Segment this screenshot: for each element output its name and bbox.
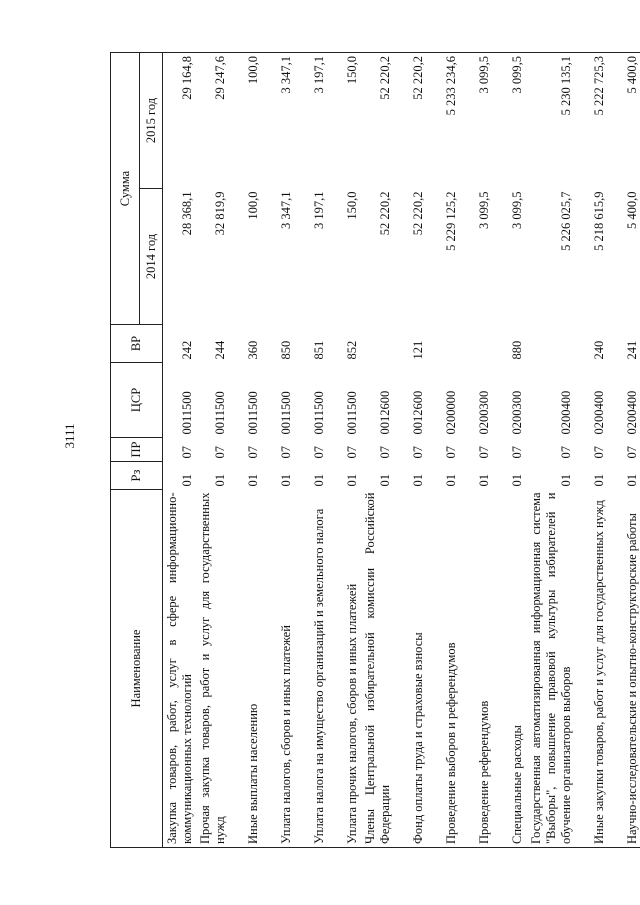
row-2015: 3 099,5: [493, 53, 526, 189]
row-csr: 0200000: [443, 390, 458, 435]
row-2014: 5 229 125,2: [443, 191, 458, 251]
row-csr: 0012600: [377, 390, 392, 435]
row-rz: 01: [443, 474, 458, 487]
row-vr: [427, 325, 460, 363]
row-2015: 3 347,1: [262, 53, 295, 189]
row-vr: 240: [591, 340, 606, 360]
header-pr: ПР: [111, 438, 163, 462]
row-rz: 01: [410, 474, 425, 487]
row-csr: 0011500: [278, 391, 293, 435]
row-2014: 3 099,5: [509, 191, 524, 229]
row-name: Закупка товаров, работ, услуг в сфере информационно-коммуникационных технологий: [163, 490, 196, 848]
row-pr: 07: [278, 446, 293, 459]
row-2015: 5 400,0: [608, 53, 640, 189]
row-rz: 01: [245, 474, 260, 487]
row-2014: 52 220,2: [377, 191, 392, 236]
row-csr: 0200300: [509, 390, 524, 435]
row-csr: 0200400: [624, 390, 639, 435]
row-2014: 5 226 025,7: [558, 191, 573, 251]
row-name: Специальные расходы: [493, 490, 526, 848]
row-vr: 241: [624, 340, 639, 360]
header-2015: 2015 год: [140, 53, 163, 189]
row-2014: 28 368,1: [179, 191, 194, 236]
row-2014: 3 099,5: [476, 191, 491, 229]
row-rz: 01: [278, 474, 293, 487]
row-csr: 0011500: [179, 391, 194, 435]
table-row: [196, 53, 229, 848]
row-csr: 0011500: [311, 391, 326, 435]
row-2014: 5 400,0: [624, 191, 639, 229]
table-header: [111, 53, 163, 848]
table-row: [608, 53, 640, 848]
row-vr: [526, 325, 575, 363]
row-rz: 01: [311, 474, 326, 487]
row-pr: 07: [558, 446, 573, 459]
row-pr: 07: [377, 446, 392, 459]
row-name: Иные выплаты населению: [229, 490, 262, 848]
header-2014: 2014 год: [140, 189, 163, 325]
row-name: Прочая закупка товаров, работ и услуг для государственных нужд: [196, 490, 229, 848]
row-vr: 850: [278, 340, 293, 360]
row-name: Уплата налога на имущество организаций и земельного налога: [295, 490, 328, 848]
row-2014: 3 347,1: [278, 191, 293, 229]
row-rz: 01: [476, 474, 491, 487]
header-rz: Рз: [111, 462, 163, 490]
row-pr: 07: [509, 446, 524, 459]
row-rz: 01: [377, 474, 392, 487]
table-row: [526, 53, 575, 848]
row-pr: 07: [245, 446, 260, 459]
row-name: Научно-исследовательские и опытно-конструкторские работы: [608, 490, 640, 848]
row-pr: 07: [443, 446, 458, 459]
row-vr: 242: [179, 340, 194, 360]
row-2014: 100,0: [245, 191, 260, 220]
header-sum: Сумма: [111, 53, 140, 325]
row-2015: 3 197,1: [295, 53, 328, 189]
row-2015: 29 164,8: [163, 53, 196, 189]
row-pr: 07: [344, 446, 359, 459]
row-vr: [460, 325, 493, 363]
table-row: [328, 53, 361, 848]
row-pr: 07: [624, 446, 639, 459]
row-csr: 0012600: [410, 390, 425, 435]
table-row: [575, 53, 608, 848]
table-row: [427, 53, 460, 848]
row-rz: 01: [509, 474, 524, 487]
table-row: [493, 53, 526, 848]
row-csr: 0011500: [344, 391, 359, 435]
rotated-table-container: [110, 53, 639, 848]
row-name: Уплата прочих налогов, сборов и иных платежей: [328, 490, 361, 848]
row-2015: 100,0: [229, 53, 262, 189]
row-csr: 0011500: [245, 391, 260, 435]
row-vr: 880: [509, 340, 524, 360]
row-2014: 3 197,1: [311, 191, 326, 229]
table-row: [262, 53, 295, 848]
row-pr: 07: [410, 446, 425, 459]
page-number: 3111: [62, 423, 77, 449]
row-rz: 01: [591, 474, 606, 487]
row-name: Фонд оплаты труда и страховые взносы: [394, 490, 427, 848]
row-rz: 01: [179, 474, 194, 487]
row-rz: 01: [624, 474, 639, 487]
row-vr: 851: [311, 340, 326, 360]
row-2015: 150,0: [328, 53, 361, 189]
row-2014: 150,0: [344, 191, 359, 220]
table-row: [394, 53, 427, 848]
header-csr: ЦСР: [111, 363, 163, 438]
table-body: [163, 53, 640, 848]
row-csr: 0011500: [212, 391, 227, 435]
table-row: [361, 53, 394, 848]
row-rz: 01: [212, 474, 227, 487]
row-pr: 07: [179, 446, 194, 459]
row-2015: 52 220,2: [394, 53, 427, 189]
row-2015: 5 222 725,3: [575, 53, 608, 189]
row-name: Иные закупки товаров, работ и услуг для государственных нужд: [575, 490, 608, 848]
table-row: [295, 53, 328, 848]
row-csr: 0200300: [476, 390, 491, 435]
budget-table: [110, 52, 640, 848]
row-2014: 5 218 615,9: [591, 191, 606, 251]
row-pr: 07: [591, 446, 606, 459]
row-2015: 52 220,2: [361, 53, 394, 189]
row-vr: 852: [344, 340, 359, 360]
row-vr: [361, 325, 394, 363]
row-name: Уплата налогов, сборов и иных платежей: [262, 490, 295, 848]
header-name: Наименование: [111, 490, 163, 848]
row-pr: 07: [311, 446, 326, 459]
row-name: Государственная автоматизированная информационная система "Выборы", повышение правовой культуры избирателей и обучение организаторов выборов: [526, 490, 575, 848]
row-vr: 360: [245, 340, 260, 360]
row-name: Проведение референдумов: [460, 490, 493, 848]
row-2014: 32 819,9: [212, 191, 227, 236]
row-2015: 5 233 234,6: [427, 53, 460, 189]
row-2014: 52 220,2: [410, 191, 425, 236]
row-2015: 5 230 135,1: [526, 53, 575, 189]
row-name: Проведение выборов и референдумов: [427, 490, 460, 848]
row-rz: 01: [558, 474, 573, 487]
row-pr: 07: [212, 446, 227, 459]
row-name: Члены Центральной избирательной комиссии Российской Федерации: [361, 490, 394, 848]
row-rz: 01: [344, 474, 359, 487]
table-row: [229, 53, 262, 848]
table-row: [163, 53, 196, 848]
row-pr: 07: [476, 446, 491, 459]
row-2015: 29 247,6: [196, 53, 229, 189]
row-vr: 121: [410, 340, 425, 360]
row-csr: 0200400: [558, 390, 573, 435]
table-row: [460, 53, 493, 848]
header-vr: ВР: [111, 325, 163, 363]
row-vr: 244: [212, 340, 227, 360]
row-csr: 0200400: [591, 390, 606, 435]
row-2015: 3 099,5: [460, 53, 493, 189]
